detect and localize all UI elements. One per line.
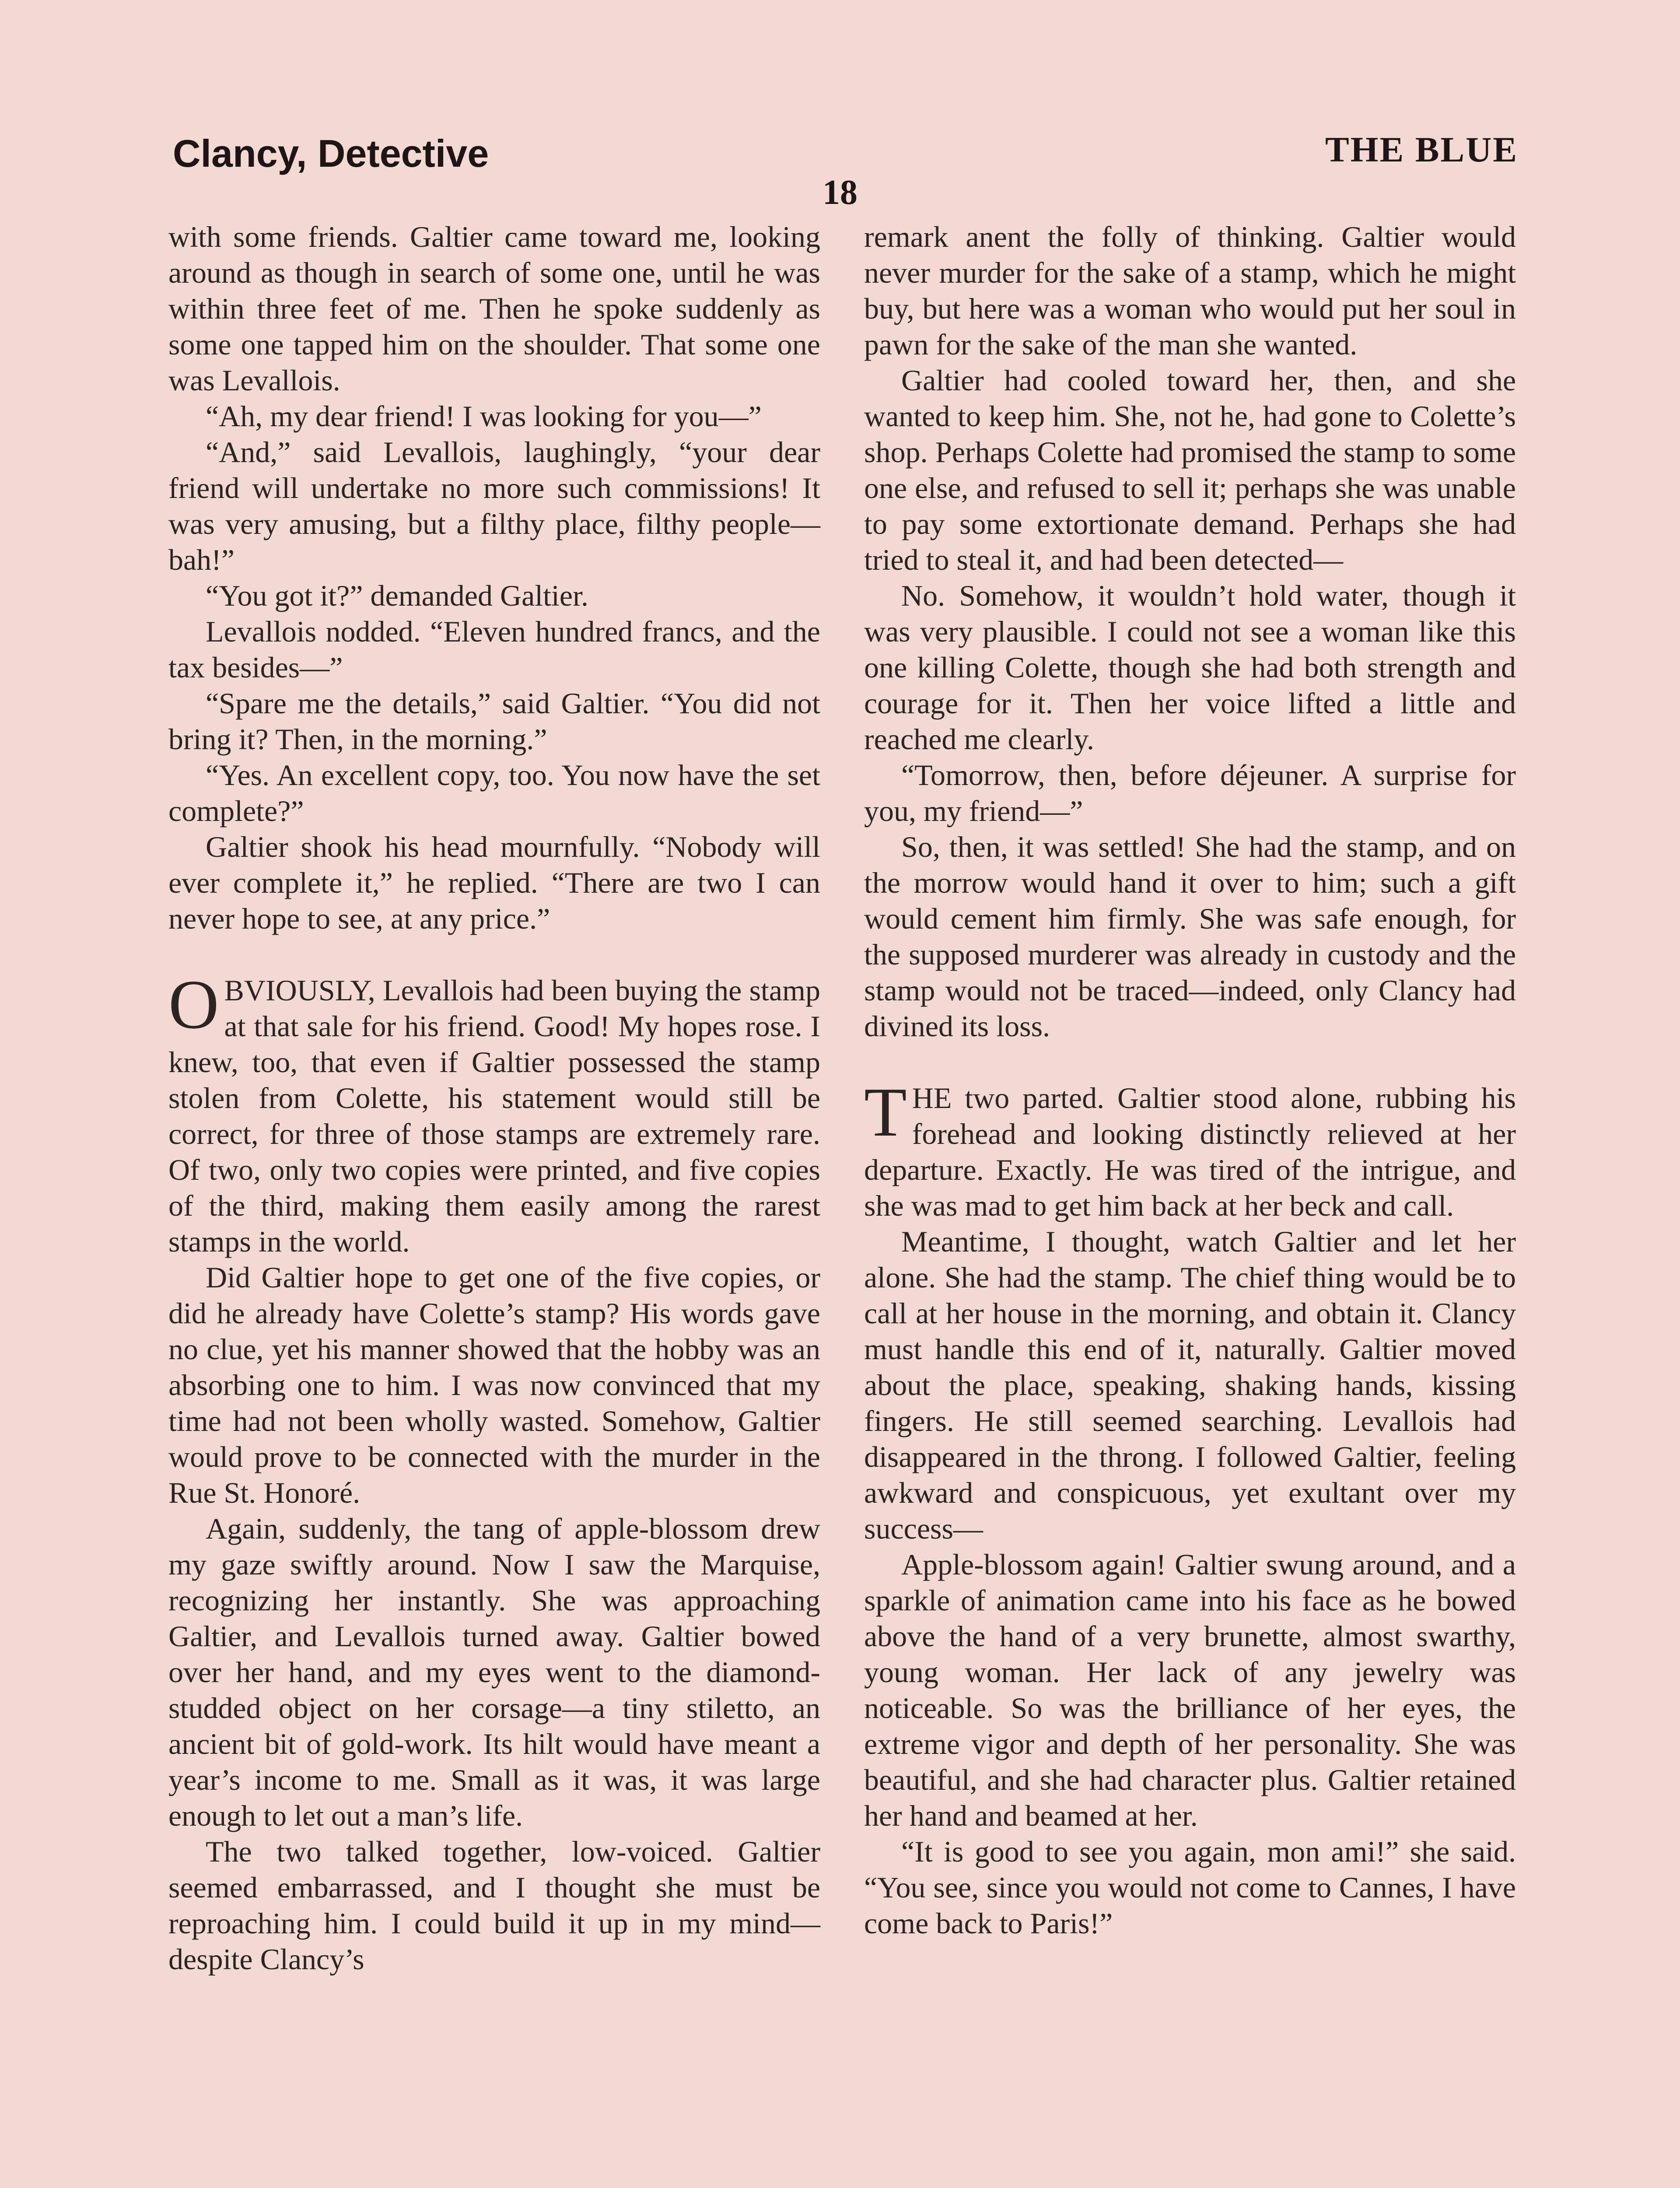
right-column — [864, 219, 1516, 1941]
section-opening-paragraph — [168, 965, 820, 1259]
paragraph: remark anent the folly of thinking. Galtier would never murder for the sake of a stamp, which he might buy, but here was a woman who would put her soul in pawn for the sake of the man she wanted. — [864, 220, 1516, 361]
left-column — [168, 219, 820, 1977]
magazine-title: THE BLUE — [1325, 130, 1518, 169]
paragraph: “And,” said Levallois, laughingly, “your dear friend will undertake no more such commissions! It was very amusing, but a filthy place, filthy people—bah!” — [168, 435, 820, 576]
drop-cap: T — [864, 1073, 907, 1151]
paragraph: The two talked together, low-voiced. Galtier seemed embarrassed, and I thought she must be reproaching him. I could build it up in my mind—despite Clancy’s — [168, 1835, 820, 1976]
section-opening-paragraph — [864, 1073, 1516, 1224]
paragraph: “Tomorrow, then, before déjeuner. A surprise for you, my friend—” — [864, 758, 1516, 828]
running-title: Clancy, Detective — [173, 132, 489, 175]
page-number: 18 — [822, 173, 858, 212]
paragraph: with some friends. Galtier came toward me, looking around as though in search of some one, until he was within three feet of me. Then he spoke suddenly as some one tapped him on the shoulder. That some one was Levallois. — [168, 220, 820, 397]
paragraph: So, then, it was settled! She had the stamp, and on the morrow would hand it over to him; such a gift would cement him firmly. She was safe enough, for the supposed murderer was already in custody and the stamp would not be traced—indeed, only Clancy had divined its loss. — [864, 830, 1516, 1043]
paragraph: Meantime, I thought, watch Galtier and let her alone. She had the stamp. The chief thing would be to call at her house in the morning, and obtain it. Clancy must handle this end of it, naturally. Galtier moved about the place, speaking, shaking hands, kissing fingers. He still seemed searching. Levallois had disappeared in the throng. I followed Galtier, feeling awkward and conspicuous, yet exultant over my success— — [864, 1225, 1516, 1545]
paragraph: No. Somehow, it wouldn’t hold water, though it was very plausible. I could not see a woman like this one killing Colette, though she had both strength and courage for it. Then her voice lifted a little and reached me clearly. — [864, 579, 1516, 756]
paragraph-text: HE two parted. Galtier stood alone, rubbing his forehead and looking distinctly relieved at her departure. Exactly. He was tired of the intrigue, and she was mad to get him back at her beck and call. — [864, 1081, 1516, 1222]
drop-cap: O — [168, 965, 219, 1043]
paragraph: Galtier had cooled toward her, then, and she wanted to keep him. She, not he, had gone to Colette’s shop. Perhaps Colette had promised the stamp to some one else, and refused to sell it; perhaps she was unable to pay some extortionate demand. Perhaps she had tried to steal it, and had been detected— — [864, 364, 1516, 576]
paragraph: “It is good to see you again, mon ami!” she said. “You see, since you would not come to Cannes, I have come back to Paris!” — [864, 1835, 1516, 1940]
paragraph: Levallois nodded. “Eleven hundred francs, and the tax besides—” — [168, 615, 820, 684]
paragraph: “You got it?” demanded Galtier. — [206, 579, 589, 612]
paragraph: Apple-blossom again! Galtier swung around, and a sparkle of animation came into his face as he bowed above the hand of a very brunette, almost swarthy, young woman. Her lack of any jewelry was noticeable. So was the brilliance of her eyes, the extreme vigor and depth of her personality. She was beautiful, and she had character plus. Galtier retained her hand and beamed at her. — [864, 1548, 1516, 1832]
paragraph: Again, suddenly, the tang of apple-blossom drew my gaze swiftly around. Now I saw the Marquise, recognizing her instantly. She was approaching Galtier, and Levallois turned away. Galtier bowed over her hand, and my eyes went to the diamond-studded object on her corsage—a tiny stiletto, an ancient bit of gold-work. Its hilt would have meant a year’s income to me. Small as it was, it was large enough to let out a man’s life. — [168, 1512, 820, 1832]
paragraph: “Spare me the details,” said Galtier. “You did not bring it? Then, in the morning.” — [168, 687, 820, 756]
paragraph: “Yes. An excellent copy, too. You now have the set complete?” — [168, 758, 820, 828]
paragraph: Galtier shook his head mournfully. “Nobody will ever complete it,” he replied. “There are two I can never hope to see, at any price.” — [168, 830, 820, 935]
paragraph: Did Galtier hope to get one of the five copies, or did he already have Colette’s stamp? His words gave no clue, yet his manner showed that the hobby was an absorbing one to him. I was now convinced that my time had not been wholly wasted. Somehow, Galtier would prove to be connected with the murder in the Rue St. Honoré. — [168, 1261, 820, 1509]
paragraph: “Ah, my dear friend! I was looking for you—” — [206, 400, 762, 433]
paragraph-text: BVIOUSLY, Levallois had been buying the stamp at that sale for his friend. Good! My hopes rose. I knew, too, that even if Galtier possessed the stamp stolen from Colette, his statement would still be correct, for three of those stamps are extremely rare. Of two, only two copies were printed, and five copies of the third, making them easily among the rarest stamps in the world. — [168, 974, 820, 1258]
